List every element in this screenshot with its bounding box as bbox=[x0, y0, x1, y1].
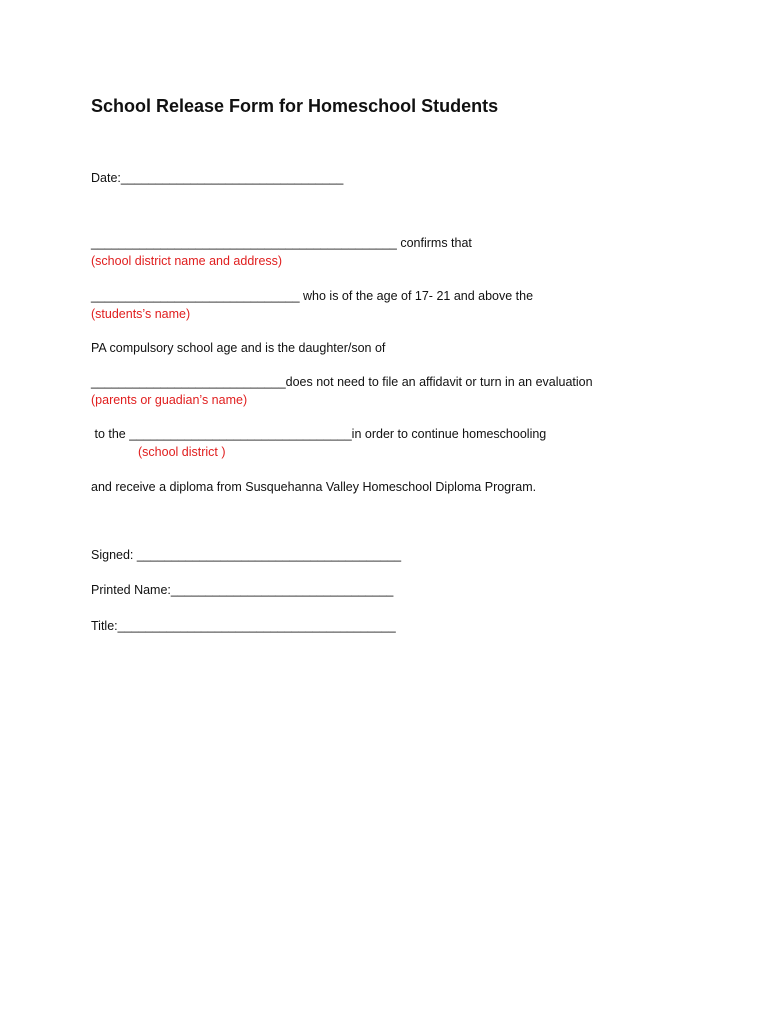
date-field[interactable]: Date:________________________________ bbox=[91, 171, 344, 185]
signer-title-field[interactable]: Title:________________________________________ bbox=[91, 619, 396, 633]
signed-field[interactable]: Signed: ______________________________________ bbox=[91, 548, 402, 562]
school-district-field[interactable]: ____________________________________________ confirms that bbox=[91, 236, 472, 250]
parents-name-note: (parents or guadian’s name) bbox=[91, 393, 248, 407]
to-school-district-field[interactable]: to the ________________________________in order to continue homeschooling bbox=[91, 427, 547, 441]
parents-name-field[interactable]: ____________________________does not need to file an affidavit or turn in an evaluation bbox=[91, 375, 593, 389]
printed-name-field[interactable]: Printed Name:________________________________ bbox=[91, 583, 394, 597]
school-district-note: (school district name and address) bbox=[91, 254, 283, 268]
student-name-field[interactable]: ______________________________ who is of the age of 17- 21 and above the bbox=[91, 289, 534, 303]
compulsory-age-text: PA compulsory school age and is the daughter/son of bbox=[91, 341, 386, 355]
form-title: School Release Form for Homeschool Students bbox=[91, 96, 499, 116]
diploma-text: and receive a diploma from Susquehanna Valley Homeschool Diploma Program. bbox=[91, 480, 537, 494]
student-name-note: (students’s name) bbox=[91, 307, 191, 321]
to-school-district-note: (school district ) bbox=[138, 445, 226, 459]
